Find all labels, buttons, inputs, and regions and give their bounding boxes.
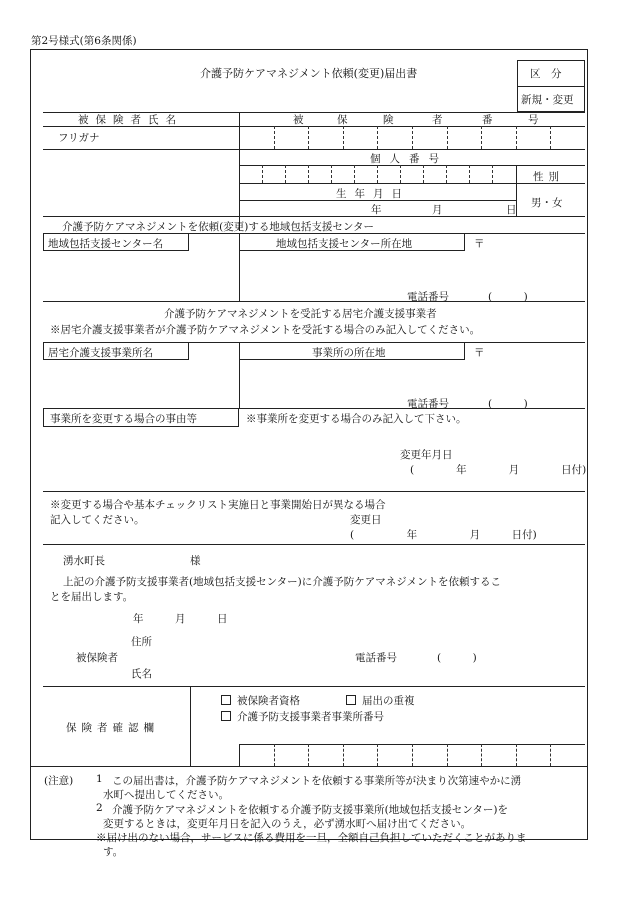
note1-number: 1 — [96, 773, 103, 785]
furigana-label: フリガナ — [58, 132, 100, 144]
insured-number-divider — [481, 126, 482, 149]
birthdate-day[interactable]: 日 — [506, 204, 517, 216]
note2-line2: 変更するときは，変更年月日を記入のうえ，必ず湧水町へ届け出てください。 — [103, 818, 472, 830]
declaration-phone-label: 電話番号 — [355, 652, 397, 664]
center-heading: 介護予防ケアマネジメントを依頼(変更)する地域包括支援センター — [62, 221, 374, 233]
change-date-value[interactable]: ( 年 月 日付) — [410, 464, 587, 476]
declaration-address-label: 住所 — [131, 636, 152, 648]
insured-number-divider — [343, 126, 344, 149]
office-heading: 介護予防ケアマネジメントを受託する居宅介護支援事業者 — [164, 308, 437, 320]
insured-number-char: 者 — [432, 114, 443, 126]
my-number-divider — [331, 165, 332, 183]
my-number-divider — [423, 165, 424, 183]
my-number-divider — [354, 165, 355, 183]
insured-number-char: 号 — [528, 114, 539, 126]
checkbox-icon[interactable] — [221, 695, 231, 705]
check-qualification[interactable]: 被保険者資格 — [221, 693, 300, 708]
center-phone-label: 電話番号 — [407, 291, 449, 303]
note3-line2: す。 — [103, 846, 124, 858]
checklist-date-label: 変更日 — [350, 514, 382, 526]
my-number-divider — [308, 165, 309, 183]
checklist-note-line1: ※変更する場合や基本チェックリスト実施日と事業開始日が異なる場合 — [50, 499, 386, 511]
note2-number: 2 — [96, 802, 103, 814]
insured-number-divider — [377, 126, 378, 149]
declaration-name-label: 氏名 — [131, 668, 152, 680]
insured-name-label: 被保険者氏名 — [78, 114, 183, 126]
birthdate-year[interactable]: 年 — [371, 204, 382, 216]
office-note: ※居宅介護支援事業者が介護予防ケアマネジメントを受託する場合のみ記入してください。 — [50, 324, 481, 336]
office-number-divider — [274, 744, 275, 766]
note1-line1: この届出書は，介護予防ケアマネジメントを依頼する事業所等が決まり次第速やかに湧 — [112, 775, 522, 787]
insured-number-divider — [550, 126, 551, 149]
declaration-line1: 上記の介護予防支援事業者(地域包括支援センター)に介護予防ケアマネジメントを依頼するこ — [63, 576, 501, 588]
insured-number-divider — [274, 126, 275, 149]
notes-prefix: (注意) — [44, 775, 74, 787]
declaration-line2: とを届出します。 — [50, 591, 134, 603]
declaration-phone-parens[interactable]: ( ) — [437, 652, 477, 664]
declaration-date[interactable]: 年 月 日 — [133, 613, 228, 625]
insured-number-divider — [447, 126, 448, 149]
addressee: 湧水町長 — [63, 555, 105, 567]
category-label: 区 分 — [530, 68, 562, 80]
checkbox-icon[interactable] — [221, 711, 231, 721]
insured-number-divider — [516, 126, 517, 149]
my-number-divider — [377, 165, 378, 183]
note2-line1: 介護予防ケアマネジメントを依頼する介護予防支援事業所(地域包括支援センター)を — [112, 804, 508, 816]
category-value[interactable]: 新規・変更 — [521, 94, 574, 106]
form-title: 介護予防ケアマネジメント依頼(変更)届出書 — [200, 67, 418, 80]
insured-number-char: 番 — [482, 114, 493, 126]
center-phone-parens[interactable]: ( ) — [488, 291, 528, 303]
office-phone-label: 電話番号 — [407, 398, 449, 410]
office-number-divider — [516, 744, 517, 766]
center-name-label: 地域包括支援センター名 — [48, 238, 164, 250]
office-number-divider — [550, 744, 551, 766]
insured-number-char: 険 — [383, 114, 394, 126]
center-address-label: 地域包括支援センター所在地 — [276, 238, 413, 250]
my-number-divider — [285, 165, 286, 183]
my-number-divider — [469, 165, 470, 183]
check-office-number[interactable]: 介護予防支援事業者事業所番号 — [221, 709, 384, 724]
office-phone-parens[interactable]: ( ) — [488, 398, 528, 410]
insured-number-char: 被 — [293, 114, 304, 126]
my-number-label: 個人番号 — [370, 153, 448, 165]
birthdate-month[interactable]: 月 — [432, 204, 443, 216]
office-number-divider — [447, 744, 448, 766]
my-number-divider — [262, 165, 263, 183]
my-number-divider — [446, 165, 447, 183]
sex-value[interactable]: 男・女 — [531, 197, 563, 209]
office-number-divider — [343, 744, 344, 766]
office-name-label: 居宅介護支援事業所名 — [48, 347, 153, 359]
checkbox-icon[interactable] — [346, 695, 356, 705]
center-postal-mark: 〒 — [474, 238, 485, 250]
reason-label: 事業所を変更する場合の事由等 — [50, 413, 197, 425]
office-postal-mark: 〒 — [474, 347, 485, 359]
office-number-divider — [377, 744, 378, 766]
checklist-date-value[interactable]: ( 年 月 日付) — [350, 529, 537, 541]
insured-number-char: 保 — [337, 114, 348, 126]
office-address-label: 事業所の所在地 — [312, 347, 386, 359]
change-date-label: 変更年月日 — [400, 449, 453, 461]
birthdate-label: 生年月日 — [336, 188, 410, 200]
office-number-divider — [308, 744, 309, 766]
reason-note: ※事業所を変更する場合のみ記入して下さい。 — [246, 413, 467, 425]
sex-label: 性別 — [533, 171, 564, 183]
verification-label: 保険者確認欄 — [66, 722, 159, 734]
insured-number-divider — [412, 126, 413, 149]
checklist-note-line2: 記入してください。 — [50, 514, 145, 526]
my-number-divider — [492, 165, 493, 183]
form-number: 第2号様式(第6条関係) — [31, 35, 137, 47]
office-number-divider — [412, 744, 413, 766]
note1-line2: 水町へ提出してください。 — [103, 789, 229, 801]
my-number-divider — [400, 165, 401, 183]
honorific: 様 — [190, 555, 201, 567]
insured-number-divider — [308, 126, 309, 149]
note3-line1: ※届け出のない場合，サービスに係る費用を一旦，全額自己負担していただくことがありま — [96, 832, 527, 844]
check-duplicate[interactable]: 届出の重複 — [346, 693, 415, 708]
declaration-insured-label: 被保険者 — [76, 652, 118, 664]
office-number-divider — [481, 744, 482, 766]
